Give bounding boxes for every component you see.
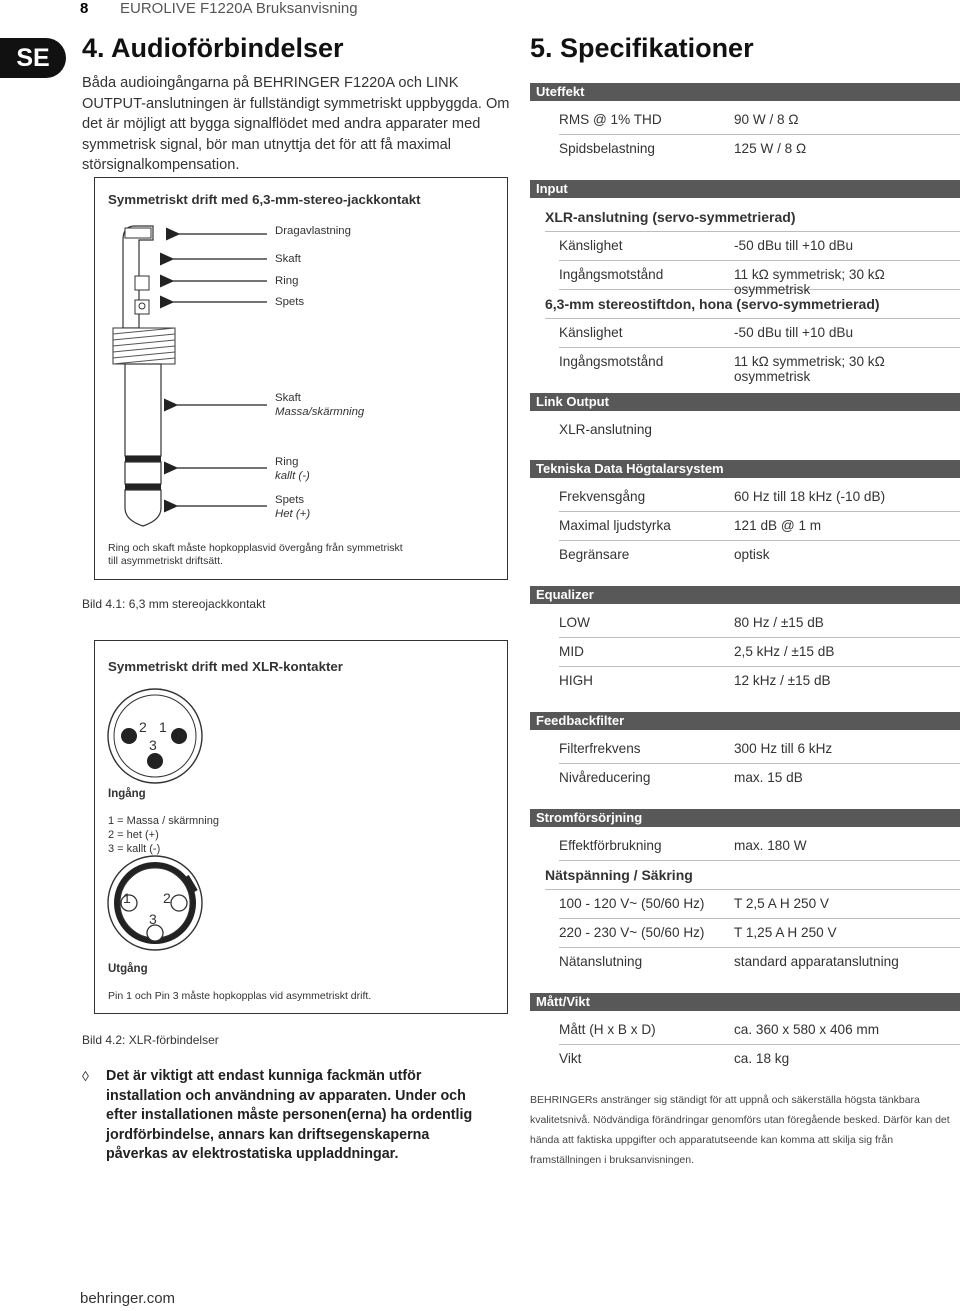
input-pin-3: 3 [149, 737, 157, 753]
spec-bar-matt-vikt: Mått/Vikt [530, 993, 960, 1011]
label-dragavlastning: Dragavlastning [275, 225, 351, 237]
spec-bar-feedbackfilter: Feedbackfilter [530, 712, 960, 730]
spec-bar-uteffekt: Uteffekt [530, 83, 960, 101]
xlr-note: Pin 1 och Pin 3 måste hopkopplas vid asymmetriskt drift. [108, 990, 372, 1002]
spec-row: MID 2,5 kHz / ±15 dB [559, 639, 960, 667]
figure-4-2-caption: Bild 4.2: XLR-förbindelser [82, 1033, 219, 1047]
section-5-heading: 5. Specifikationer [530, 33, 754, 63]
spec-bar-equalizer: Equalizer [530, 586, 960, 604]
label-ring: Ring [275, 456, 299, 468]
label-skaft: Skaft [275, 392, 301, 404]
spec-bar-stromforsorjning: Stromförsörjning [530, 809, 960, 827]
section-4-intro: Båda audioingångarna på BEHRINGER F1220A och LINK OUTPUT-anslutningen är fullständigt symmetriskt uppbyggda. Om det är möjligt att bygga signalflödet med andra apparater med symmetrisk signal, bör man utnyttja det för att få maximal störsignalkompensation. [82, 75, 510, 173]
document-title: EUROLIVE F1220A Bruksanvisning [120, 0, 358, 17]
output-label: Utgång [108, 963, 148, 975]
input-pin-2: 2 [139, 719, 147, 735]
spec-row: Nätanslutning standard apparatanslutning [559, 954, 899, 969]
warning-icon: ◊ [82, 1068, 89, 1084]
spec-row: XLR-anslutning [559, 422, 652, 437]
spec-row: LOW 80 Hz / ±15 dB [559, 610, 960, 638]
legend-pin-1: 1 = Massa / skärmning [108, 815, 219, 827]
input-label: Ingång [108, 788, 146, 800]
spec-bar-link-output: Link Output [530, 393, 960, 411]
jack-connector-box [94, 177, 508, 580]
output-pin-3: 3 [149, 911, 157, 927]
spec-row: Känslighet -50 dBu till +10 dBu [559, 320, 960, 348]
spec-row: Nivåreducering max. 15 dB [559, 770, 803, 785]
page-number: 8 [80, 0, 89, 17]
spec-row: Frekvensgång 60 Hz till 18 kHz (-10 dB) [559, 484, 960, 512]
label-skaft-top: Skaft [275, 253, 301, 265]
spec-row: Ingångsmotstånd 11 kΩ symmetrisk; 30 kΩ osymmetrisk [559, 354, 885, 384]
language-tab: SE [0, 38, 66, 78]
footer-url[interactable]: behringer.com [80, 1290, 176, 1307]
xlr-diagrams [95, 641, 507, 1013]
label-ring-top: Ring [275, 275, 299, 287]
spec-row: Effektförbrukning max. 180 W [559, 833, 960, 861]
warning-text: Det är viktigt att endast kunniga fackmän utför installation och användning av apparaten. Under och efter installationen måste personen(erna) ha ordentlig jordförbindelse, annars kan driftsegenskaperna påverkas av elektrostatiska uppladdningar. [106, 1068, 473, 1163]
spec-subheading: Nätspänning / Säkring [545, 862, 960, 890]
output-pin-2: 2 [163, 890, 171, 906]
label-spets: Spets [275, 494, 305, 506]
legend-pin-2: 2 = het (+) [108, 829, 159, 841]
spec-subheading: 6,3-mm stereostiftdon, hona (servo-symmetrierad) [545, 291, 960, 319]
spec-row: 100 - 120 V~ (50/60 Hz) T 2,5 A H 250 V [559, 891, 960, 919]
output-pin-1: 1 [123, 890, 131, 906]
spec-row: Maximal ljudstyrka 121 dB @ 1 m [559, 513, 960, 541]
xlr-connector-box [94, 640, 508, 1014]
figure-4-1-caption: Bild 4.1: 6,3 mm stereojackkontakt [82, 597, 266, 611]
spec-row: Ingångsmotstånd 11 kΩ symmetrisk; 30 kΩ osymmetrisk [559, 262, 960, 290]
spec-bar-input: Input [530, 180, 960, 198]
spec-row: Mått (H x B x D) ca. 360 x 580 x 406 mm [559, 1017, 960, 1045]
label-spets-sub: Het (+) [275, 508, 311, 520]
spec-row: HIGH 12 kHz / ±15 dB [559, 673, 831, 688]
spec-row: Vikt ca. 18 kg [559, 1051, 790, 1066]
spec-row: Begränsare optisk [559, 547, 770, 562]
spec-bar-tekniska-data: Tekniska Data Högtalarsystem [530, 460, 960, 478]
jack-box-title: Symmetriskt drift med 6,3-mm-stereo-jackkontakt [108, 192, 421, 207]
label-ring-sub: kallt (-) [275, 470, 310, 482]
spec-row: Spidsbelastning 125 W / 8 Ω [559, 141, 807, 156]
spec-subheading: XLR-anslutning (servo-symmetrierad) [545, 204, 960, 232]
spec-row: Känslighet -50 dBu till +10 dBu [559, 233, 960, 261]
jack-note: Ring och skaft måste hopkopplasvid övergång från symmetriskt till asymmetriskt driftsätt. [108, 542, 403, 567]
spec-row: 220 - 230 V~ (50/60 Hz) T 1,25 A H 250 V [559, 920, 960, 948]
section-4-heading: 4. Audioförbindelser [82, 33, 344, 63]
label-skaft-sub: Massa/skärmning [275, 406, 365, 418]
disclaimer-text: BEHRINGERs anstränger sig ständigt för att uppnå och säkerställa högsta tänkbara kvalitetsnivå. Nödvändiga förändringar genomförs utan föregående besked. Därför kan det hända att faktiska uppgifter och apparatutseende kan komma att skilja sig från framställningen i bruksanvisningen. [530, 1094, 950, 1166]
xlr-box-title: Symmetriskt drift med XLR-kontakter [108, 659, 343, 674]
spec-row: Filterfrekvens 300 Hz till 6 kHz [559, 736, 960, 764]
spec-row: RMS @ 1% THD 90 W / 8 Ω [559, 107, 960, 135]
legend-pin-3: 3 = kallt (-) [108, 843, 161, 855]
input-pin-1: 1 [159, 719, 167, 735]
label-spets-top: Spets [275, 296, 305, 308]
